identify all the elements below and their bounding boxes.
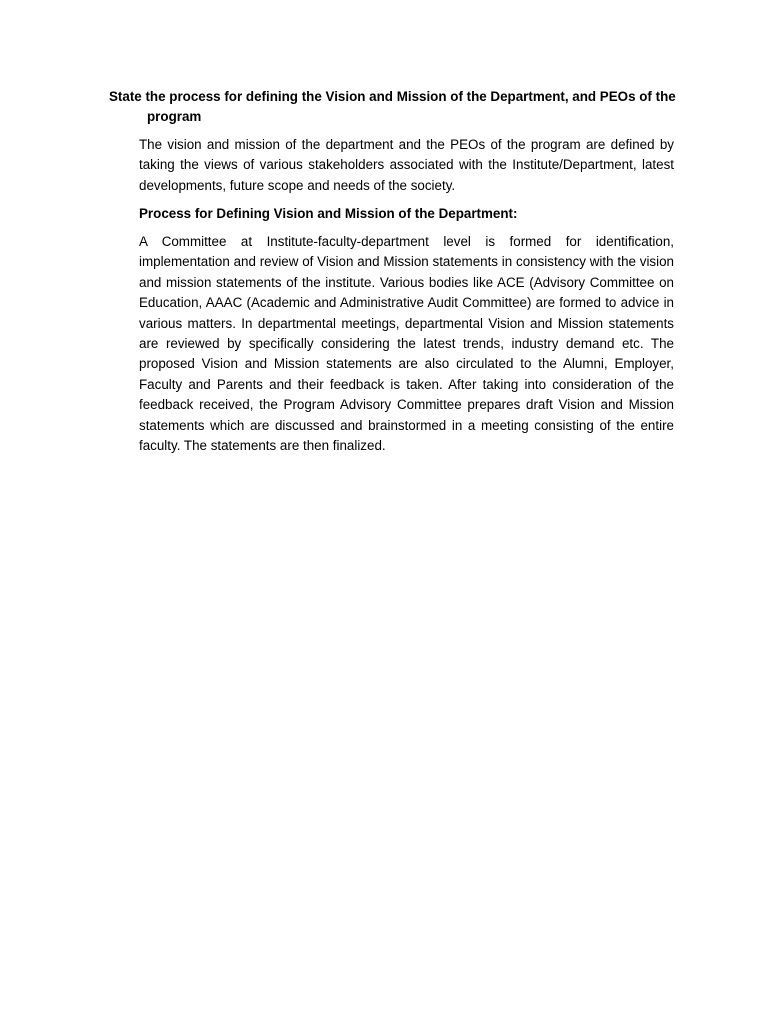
intro-paragraph: The vision and mission of the department and the PEOs of the program are defined by taking the views of various stakeholders associated with the Institute/Department, latest developments, future scope and needs of the society.: [139, 137, 674, 193]
section-subheading: Process for Defining Vision and Mission of the Department:: [139, 206, 518, 221]
body-paragraph: A Committee at Institute-faculty-department level is formed for identification, implementation and review of Vision and Mission statements in consistency with the vision and mission statements of the institute. Various bodies like ACE (Advisory Committee on Education, AAAC (Academic and Administrative Audit Committee) are formed to advice in various matters. In departmental meetings, departmental Vision and Mission statements are reviewed by specifically considering the latest trends, industry demand etc. The proposed Vision and Mission statements are also circulated to the Alumni, Employer, Faculty and Parents and their feedback is taken. After taking into consideration of the feedback received, the Program Advisory Committee prepares draft Vision and Mission statements which are discussed and brainstormed in a meeting consisting of the entire faculty. The statements are then finalized.: [139, 234, 674, 454]
heading-line-2: program: [147, 109, 202, 124]
heading-line-1: State the process for defining the Vision and Mission of the Department, and PEOs of the: [109, 89, 676, 104]
question-heading: [109, 87, 679, 127]
